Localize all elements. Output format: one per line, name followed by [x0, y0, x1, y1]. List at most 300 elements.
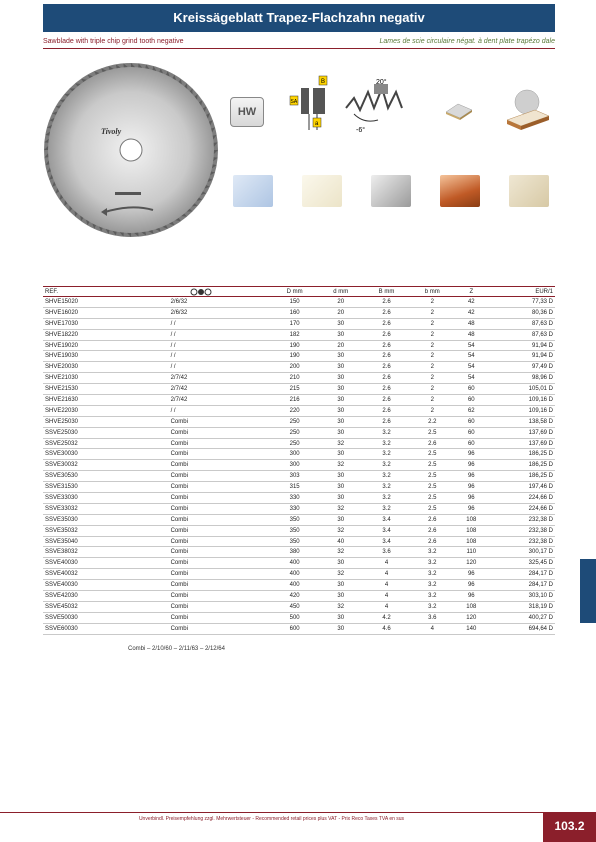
footer-disclaimer: Unverbindl. Preisempfehlung zzgl. Mehrwertsteuer - Recommended retail prices plus VAT - Prix Reco Taxes TVA en sus — [138, 816, 405, 822]
cell-ref: SSVE31530 — [43, 482, 131, 493]
cell-b-kerf: 2.6 — [363, 297, 410, 308]
cell-teeth: 62 — [455, 405, 488, 416]
cell-price: 284,17 D — [488, 580, 555, 591]
cell-d-bore: 32 — [318, 525, 363, 536]
cell-system: Combi — [131, 601, 271, 612]
cell-teeth: 108 — [455, 525, 488, 536]
cell-d-outer: 190 — [271, 340, 318, 351]
cell-price: 186,25 D — [488, 460, 555, 471]
cell-b-kerf: 4.2 — [363, 612, 410, 623]
cell-teeth: 96 — [455, 471, 488, 482]
cell-d-bore: 30 — [318, 471, 363, 482]
col-system — [131, 287, 271, 297]
table-row — [43, 329, 555, 340]
cell-ref: SHVE25030 — [43, 416, 131, 427]
board-stack-icon — [505, 88, 551, 132]
table-row — [43, 460, 555, 471]
acrylic-icon — [233, 175, 273, 207]
cell-b-kerf: 4 — [363, 601, 410, 612]
cell-teeth: 60 — [455, 395, 488, 406]
cell-d-outer: 420 — [271, 591, 318, 602]
cell-d-bore: 32 — [318, 460, 363, 471]
laminate-icon — [302, 175, 342, 207]
cell-ref: SHVE19020 — [43, 340, 131, 351]
cell-system: / / — [131, 362, 271, 373]
cell-b-kerf: 3.2 — [363, 460, 410, 471]
cell-price: 91,94 D — [488, 351, 555, 362]
cell-b-body: 2.5 — [410, 460, 455, 471]
cell-system: Combi — [131, 503, 271, 514]
table-row — [43, 297, 555, 308]
header-bar — [43, 4, 555, 32]
cell-teeth: 96 — [455, 449, 488, 460]
cell-b-body: 2.6 — [410, 514, 455, 525]
chipboard-icon — [509, 175, 549, 207]
cell-d-bore: 30 — [318, 373, 363, 384]
table-row — [43, 438, 555, 449]
cell-ref: SSVE33030 — [43, 493, 131, 504]
cell-b-body: 2.5 — [410, 449, 455, 460]
cell-d-outer: 400 — [271, 558, 318, 569]
cell-price: 105,01 D — [488, 384, 555, 395]
cell-d-bore: 30 — [318, 591, 363, 602]
cell-d-bore: 30 — [318, 514, 363, 525]
cell-ref: SHVE21530 — [43, 384, 131, 395]
cell-price: 109,16 D — [488, 395, 555, 406]
cell-b-kerf: 4 — [363, 580, 410, 591]
saw-blade-image — [43, 62, 219, 238]
section-tab — [580, 559, 596, 623]
cell-d-bore: 30 — [318, 580, 363, 591]
cell-b-kerf: 2.6 — [363, 416, 410, 427]
cell-b-body: 4 — [410, 623, 455, 634]
table-row — [43, 471, 555, 482]
cell-price: 186,25 D — [488, 471, 555, 482]
metal-icon — [371, 175, 411, 207]
cell-b-body: 2 — [410, 395, 455, 406]
cell-b-kerf: 3.4 — [363, 525, 410, 536]
cell-d-outer: 400 — [271, 580, 318, 591]
cell-ref: SHVE19030 — [43, 351, 131, 362]
cell-price: 284,17 D — [488, 569, 555, 580]
cell-d-bore: 20 — [318, 307, 363, 318]
cell-ref: SSVE40030 — [43, 580, 131, 591]
cell-d-outer: 182 — [271, 329, 318, 340]
cell-b-kerf: 2.6 — [363, 362, 410, 373]
cell-ref: SSVE35030 — [43, 514, 131, 525]
cell-b-kerf: 2.6 — [363, 351, 410, 362]
cell-teeth: 96 — [455, 482, 488, 493]
cell-ref: SSVE25032 — [43, 438, 131, 449]
cell-d-bore: 30 — [318, 416, 363, 427]
cell-ref: SHVE15020 — [43, 297, 131, 308]
table-header-row — [43, 287, 555, 297]
cell-system: Combi — [131, 460, 271, 471]
cell-b-body: 2.5 — [410, 471, 455, 482]
cell-system: Combi — [131, 558, 271, 569]
cell-d-bore: 30 — [318, 623, 363, 634]
cell-ref: SSVE33032 — [43, 503, 131, 514]
cell-b-kerf: 3.2 — [363, 427, 410, 438]
cell-b-body: 2.5 — [410, 493, 455, 504]
cell-system: Combi — [131, 514, 271, 525]
cell-system: 2/7/42 — [131, 373, 271, 384]
cell-d-bore: 32 — [318, 547, 363, 558]
cell-d-outer: 380 — [271, 547, 318, 558]
table-row — [43, 427, 555, 438]
cell-b-body: 2.2 — [410, 416, 455, 427]
combi-footnote: Combi – 2/10/60 – 2/11/63 – 2/12/64 — [128, 646, 225, 652]
cell-b-body: 2 — [410, 307, 455, 318]
table-row — [43, 493, 555, 504]
cell-d-bore: 30 — [318, 384, 363, 395]
cell-b-kerf: 3.2 — [363, 471, 410, 482]
cell-teeth: 108 — [455, 601, 488, 612]
tooth-angle-diagram — [344, 78, 412, 136]
cell-b-body: 2 — [410, 297, 455, 308]
subtitle-french: Lames de scie circulaire négat. à dent plate trapézo dale — [379, 38, 555, 45]
cell-teeth: 108 — [455, 536, 488, 547]
wood-icon — [440, 175, 480, 207]
cell-d-outer: 350 — [271, 536, 318, 547]
cell-ref: SSVE38032 — [43, 547, 131, 558]
cell-system: 2/6/32 — [131, 307, 271, 318]
cell-teeth: 60 — [455, 384, 488, 395]
cell-ref: SSVE45032 — [43, 601, 131, 612]
cell-price: 197,46 D — [488, 482, 555, 493]
cell-b-kerf: 4 — [363, 591, 410, 602]
cell-teeth: 60 — [455, 438, 488, 449]
cell-ref: SHVE16020 — [43, 307, 131, 318]
cell-teeth: 54 — [455, 373, 488, 384]
cell-teeth: 54 — [455, 351, 488, 362]
cell-d-bore: 32 — [318, 503, 363, 514]
cell-d-bore: 30 — [318, 558, 363, 569]
cell-d-outer: 303 — [271, 471, 318, 482]
cell-teeth: 42 — [455, 297, 488, 308]
cell-b-body: 2.5 — [410, 482, 455, 493]
cell-b-body: 2.5 — [410, 427, 455, 438]
cell-b-body: 2 — [410, 318, 455, 329]
cell-ref: SSVE30032 — [43, 460, 131, 471]
cell-price: 186,25 D — [488, 449, 555, 460]
cell-price: 137,69 D — [488, 427, 555, 438]
cell-ref: SSVE35040 — [43, 536, 131, 547]
cell-d-outer: 200 — [271, 362, 318, 373]
cell-d-outer: 500 — [271, 612, 318, 623]
cell-teeth: 120 — [455, 612, 488, 623]
table-row — [43, 623, 555, 634]
cell-b-body: 2 — [410, 405, 455, 416]
cell-system: 2/6/32 — [131, 297, 271, 308]
table-row — [43, 373, 555, 384]
cell-system: Combi — [131, 449, 271, 460]
cell-d-bore: 30 — [318, 329, 363, 340]
cell-system: Combi — [131, 547, 271, 558]
cell-d-bore: 20 — [318, 297, 363, 308]
cell-ref: SSVE30530 — [43, 471, 131, 482]
cell-teeth: 96 — [455, 591, 488, 602]
cell-teeth: 96 — [455, 503, 488, 514]
cell-system: Combi — [131, 536, 271, 547]
cell-system: 2/7/42 — [131, 384, 271, 395]
cell-d-bore: 30 — [318, 612, 363, 623]
cell-price: 232,38 D — [488, 514, 555, 525]
table-row — [43, 569, 555, 580]
table-row — [43, 503, 555, 514]
cell-d-outer: 350 — [271, 525, 318, 536]
cell-b-kerf: 3.4 — [363, 536, 410, 547]
cell-b-kerf: 2.6 — [363, 395, 410, 406]
table-row — [43, 482, 555, 493]
table-row — [43, 384, 555, 395]
cell-price: 138,58 D — [488, 416, 555, 427]
cell-d-outer: 600 — [271, 623, 318, 634]
cell-teeth: 48 — [455, 318, 488, 329]
cell-b-body: 2 — [410, 329, 455, 340]
cell-d-outer: 190 — [271, 351, 318, 362]
cell-system: Combi — [131, 416, 271, 427]
cell-price: 87,63 D — [488, 318, 555, 329]
cell-b-kerf: 2.6 — [363, 340, 410, 351]
cell-system: Combi — [131, 482, 271, 493]
page-title: Kreissägeblatt Trapez-Flachzahn negativ — [173, 10, 425, 25]
cell-d-bore: 30 — [318, 482, 363, 493]
cell-b-body: 2.5 — [410, 503, 455, 514]
cell-b-body: 3.2 — [410, 580, 455, 591]
cell-price: 303,10 D — [488, 591, 555, 602]
cell-d-bore: 30 — [318, 351, 363, 362]
cell-price: 77,33 D — [488, 297, 555, 308]
cell-system: Combi — [131, 623, 271, 634]
col-ref: REF. — [43, 287, 131, 297]
cell-b-kerf: 2.6 — [363, 405, 410, 416]
cell-d-outer: 350 — [271, 514, 318, 525]
cell-price: 224,66 D — [488, 503, 555, 514]
cell-system: / / — [131, 318, 271, 329]
cell-d-bore: 32 — [318, 569, 363, 580]
cell-teeth: 96 — [455, 493, 488, 504]
cell-teeth: 108 — [455, 514, 488, 525]
panel-icon — [444, 98, 474, 122]
cell-teeth: 96 — [455, 569, 488, 580]
cell-system: Combi — [131, 525, 271, 536]
cell-teeth: 54 — [455, 362, 488, 373]
table-row — [43, 514, 555, 525]
cell-price: 98,96 D — [488, 373, 555, 384]
bore-system-icon — [190, 288, 212, 296]
cell-b-body: 2.6 — [410, 536, 455, 547]
cell-price: 300,17 D — [488, 547, 555, 558]
cell-b-kerf: 2.6 — [363, 329, 410, 340]
col-teeth: Z — [455, 287, 488, 297]
cell-system: / / — [131, 405, 271, 416]
cell-b-body: 2.6 — [410, 438, 455, 449]
cell-d-outer: 330 — [271, 503, 318, 514]
cell-teeth: 140 — [455, 623, 488, 634]
page-number: 103.2 — [543, 812, 596, 842]
cell-ref: SHVE17030 — [43, 318, 131, 329]
cell-b-kerf: 2.6 — [363, 307, 410, 318]
cell-b-body: 3.2 — [410, 591, 455, 602]
cell-system: / / — [131, 351, 271, 362]
cell-d-bore: 30 — [318, 449, 363, 460]
cell-teeth: 60 — [455, 427, 488, 438]
table-row — [43, 307, 555, 318]
cell-system: Combi — [131, 427, 271, 438]
cell-b-body: 3.2 — [410, 547, 455, 558]
cell-d-outer: 215 — [271, 384, 318, 395]
blade-thickness-diagram — [287, 74, 341, 136]
cell-d-outer: 300 — [271, 449, 318, 460]
dim-b-label: B — [321, 79, 326, 85]
cell-teeth: 48 — [455, 329, 488, 340]
dim-sa-label: SA — [290, 99, 298, 105]
cell-price: 97,49 D — [488, 362, 555, 373]
cell-price: 137,69 D — [488, 438, 555, 449]
cell-d-outer: 300 — [271, 460, 318, 471]
cell-ref: SSVE40032 — [43, 569, 131, 580]
cell-d-outer: 250 — [271, 427, 318, 438]
table-row — [43, 591, 555, 602]
cell-d-outer: 210 — [271, 373, 318, 384]
cell-system: Combi — [131, 493, 271, 504]
table-row — [43, 318, 555, 329]
cell-b-kerf: 2.6 — [363, 384, 410, 395]
cell-d-outer: 160 — [271, 307, 318, 318]
cell-teeth: 42 — [455, 307, 488, 318]
cell-system: Combi — [131, 569, 271, 580]
cell-d-bore: 40 — [318, 536, 363, 547]
cell-d-bore: 30 — [318, 395, 363, 406]
cell-b-kerf: 3.4 — [363, 514, 410, 525]
cell-teeth: 54 — [455, 340, 488, 351]
cell-teeth: 110 — [455, 547, 488, 558]
cell-b-body: 2 — [410, 351, 455, 362]
hw-badge: HW — [230, 97, 264, 127]
cell-b-kerf: 3.2 — [363, 438, 410, 449]
cell-system: Combi — [131, 612, 271, 623]
table-row — [43, 340, 555, 351]
cell-d-outer: 216 — [271, 395, 318, 406]
table-row — [43, 558, 555, 569]
cell-b-kerf: 3.2 — [363, 482, 410, 493]
table-row — [43, 362, 555, 373]
table-row — [43, 601, 555, 612]
dim-a-label: a — [315, 121, 319, 127]
angle-top-label: 20° — [376, 79, 387, 86]
cell-b-body: 2 — [410, 340, 455, 351]
cell-price: 109,16 D — [488, 405, 555, 416]
table-row — [43, 612, 555, 623]
cell-ref: SHVE21030 — [43, 373, 131, 384]
table-row — [43, 405, 555, 416]
cell-d-bore: 32 — [318, 601, 363, 612]
cell-b-kerf: 3.2 — [363, 449, 410, 460]
cell-ref: SSVE30030 — [43, 449, 131, 460]
cell-d-bore: 30 — [318, 318, 363, 329]
cell-ref: SHVE21630 — [43, 395, 131, 406]
cell-d-bore: 32 — [318, 438, 363, 449]
cell-system: / / — [131, 340, 271, 351]
cell-b-kerf: 2.6 — [363, 318, 410, 329]
cell-d-bore: 30 — [318, 362, 363, 373]
cell-system: Combi — [131, 471, 271, 482]
cell-d-outer: 250 — [271, 416, 318, 427]
cell-price: 224,66 D — [488, 493, 555, 504]
cell-b-kerf: 3.2 — [363, 503, 410, 514]
table-row — [43, 547, 555, 558]
cell-ref: SHVE18220 — [43, 329, 131, 340]
cell-teeth: 96 — [455, 580, 488, 591]
table-row — [43, 525, 555, 536]
cell-ref: SSVE42030 — [43, 591, 131, 602]
table-row — [43, 416, 555, 427]
cell-b-kerf: 4.6 — [363, 623, 410, 634]
cell-b-body: 3.6 — [410, 612, 455, 623]
cell-ref: SSVE60030 — [43, 623, 131, 634]
cell-system: Combi — [131, 438, 271, 449]
cell-b-body: 3.2 — [410, 569, 455, 580]
cell-b-kerf: 2.6 — [363, 373, 410, 384]
cell-b-body: 3.2 — [410, 558, 455, 569]
cell-b-kerf: 3.2 — [363, 493, 410, 504]
cell-price: 80,36 D — [488, 307, 555, 318]
cell-d-bore: 30 — [318, 427, 363, 438]
cell-ref: SSVE35032 — [43, 525, 131, 536]
cell-ref: SSVE25030 — [43, 427, 131, 438]
cell-b-kerf: 4 — [363, 558, 410, 569]
cell-d-bore: 30 — [318, 405, 363, 416]
table-row — [43, 395, 555, 406]
cell-system: / / — [131, 329, 271, 340]
cell-b-kerf: 3.6 — [363, 547, 410, 558]
subtitle-english: Sawblade with triple chip grind tooth negative — [43, 38, 184, 45]
cell-price: 694,64 D — [488, 623, 555, 634]
cell-d-outer: 450 — [271, 601, 318, 612]
cell-b-body: 3.2 — [410, 601, 455, 612]
cell-d-outer: 170 — [271, 318, 318, 329]
table-row — [43, 536, 555, 547]
cell-d-outer: 315 — [271, 482, 318, 493]
cell-price: 232,38 D — [488, 536, 555, 547]
cell-system: Combi — [131, 591, 271, 602]
col-b-kerf: B mm — [363, 287, 410, 297]
blade-logo: Tivoly — [101, 127, 122, 136]
cell-d-outer: 220 — [271, 405, 318, 416]
cell-price: 400,27 D — [488, 612, 555, 623]
col-price: EUR/1 — [488, 287, 555, 297]
footer-divider — [0, 812, 543, 813]
cell-teeth: 96 — [455, 460, 488, 471]
cell-b-body: 2 — [410, 362, 455, 373]
cell-d-outer: 400 — [271, 569, 318, 580]
cell-d-bore: 30 — [318, 493, 363, 504]
cell-ref: SHVE22030 — [43, 405, 131, 416]
cell-d-outer: 330 — [271, 493, 318, 504]
cell-price: 91,94 D — [488, 340, 555, 351]
cell-price: 325,45 D — [488, 558, 555, 569]
angle-bottom-label: -6° — [356, 127, 366, 134]
col-d-bore: d mm — [318, 287, 363, 297]
cell-b-body: 2.6 — [410, 525, 455, 536]
cell-teeth: 60 — [455, 416, 488, 427]
cell-d-outer: 250 — [271, 438, 318, 449]
cell-d-outer: 150 — [271, 297, 318, 308]
table-row — [43, 580, 555, 591]
cell-d-bore: 20 — [318, 340, 363, 351]
spec-table — [43, 286, 555, 635]
